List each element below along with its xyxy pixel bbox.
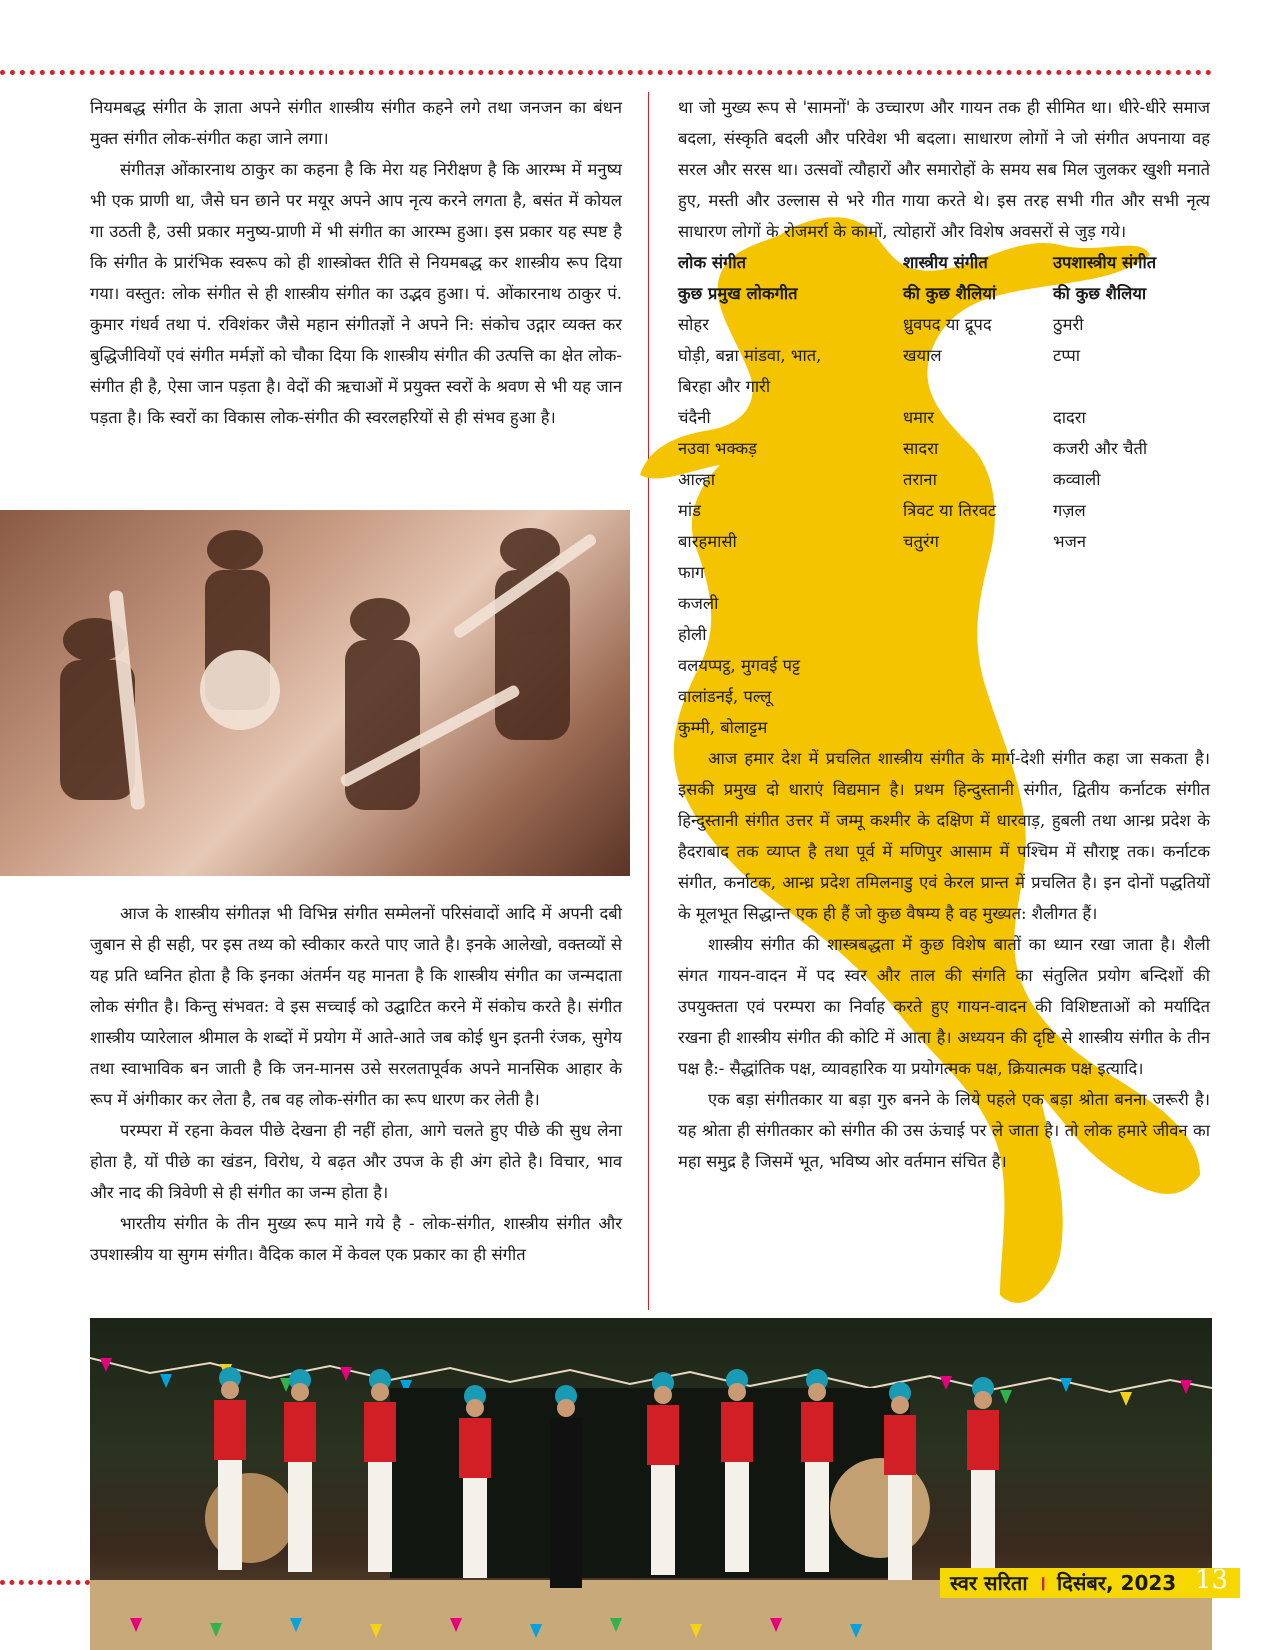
table-cell: फाग [678, 563, 705, 582]
table-header-cell: लोक संगीत [678, 253, 746, 272]
top-dotted-rule [0, 70, 1212, 75]
table-cell [1053, 650, 1210, 681]
table-cell [1053, 557, 1210, 588]
table-cell [903, 588, 1053, 619]
table-row [678, 433, 1210, 464]
table-cell: चंदैनी [678, 408, 711, 427]
table-cell [1053, 371, 1210, 402]
performers-illustration [90, 1318, 1212, 1650]
table-header-row [678, 247, 1210, 278]
table-row [678, 557, 1210, 588]
table-cell [903, 557, 1053, 588]
table-row [678, 712, 1210, 743]
table-cell [1053, 588, 1210, 619]
table-cell: कुम्मी, बोलाट्टम [678, 718, 768, 737]
table-cell: दादरा [1053, 408, 1086, 427]
table-cell: बारहमासी [678, 532, 737, 551]
musicians-illustration [0, 510, 630, 876]
table-cell: कजली [678, 594, 719, 613]
table-row [678, 495, 1210, 526]
table-cell: होली [678, 625, 707, 644]
table-cell: चतुरंग [903, 532, 939, 551]
bottom-dotted-rule [0, 1580, 90, 1585]
left-column-bottom-text [90, 898, 622, 1270]
paragraph: शास्त्रीय संगीत की शास्त्रबद्धता में कुछ विशेष बातों का ध्यान रखा जाता है। शैली संगत गायन-वादन में पद स्वर और ताल की संगति का संतुलित प्रयोग बन्दिशों की उपयुक्तता एवं परम्परा का निर्वाह करते हुए गायन-वादन की विशिष्टताओं को मर्यादित रखना ही शास्त्रीय संगीत की कोटि में आता है। अध्ययन की दृष्टि से शास्त्रीय संगीत के तीन पक्ष है:- सैद्धांतिक पक्ष, व्यावहारिक या प्रयोगत्मक पक्ष, क्रियात्मक पक्ष इत्यादि। [678, 935, 1210, 1078]
table-cell: सादरा [903, 439, 939, 458]
paragraph: था जो मुख्य रूप से 'सामनों' के उच्चारण और गायन तक ही सीमित था। धीरे-धीरे समाज बदला, संस्कृति बदली और परिवेश भी बदला। साधारण लोगों ने जो संगीत अपनाया वह सरल और सरस था। उत्सवों त्यौहारों और समारोहों के समय सब मिल जुलकर खुशी मनाते हुए, मस्ती और उल्लास से भरे गीत गाया करते थे। इस तरह सभी गीत और सभी नृत्य साधारण लोगों के रोजमर्रा के कामों, त्योहारों और विशेष अवसरों से जुड़ गये। [678, 98, 1210, 241]
table-header-cell: की कुछ शैलिया [1053, 284, 1147, 303]
table-row [678, 464, 1210, 495]
table-header-cell: की कुछ शैलियां [903, 284, 997, 303]
table-cell: घोड़ी, बन्ना मांडवा, भात, [678, 346, 822, 365]
table-header-row [678, 278, 1210, 309]
table-cell [903, 371, 1053, 402]
table-cell: कव्वाली [1053, 470, 1101, 489]
table-row [678, 340, 1210, 371]
paragraph: एक बड़ा संगीतकार या बड़ा गुरु बनने के लिये पहले एक बड़ा श्रोता बनना जरूरी है। यह श्रोता ही संगीतकार को संगीत की उस ऊंचाई पर ले जाता है। तो लोक हमारे जीवन का महा समुद्र है जिसमें भूत, भविष्य ओर वर्तमान संचित है। [678, 1090, 1210, 1171]
table-cell: ध्रुवपद या द्रूपद [903, 315, 992, 334]
table-cell: बिरहा और गारी [678, 377, 771, 396]
table-row [678, 588, 1210, 619]
page-number: 13 [1195, 1565, 1229, 1595]
footer-title [950, 1569, 1176, 1597]
music-styles-table [678, 247, 1210, 743]
table-cell: खयाल [903, 346, 942, 365]
paragraph: आज हमार देश में प्रचलित शास्त्रीय संगीत के मार्ग-देशी संगीत कहा जा सकता है। इसकी प्रमुख दो धाराएं विद्यमान है। प्रथम हिन्दुस्तानी संगीत, द्वितीय कर्नाटक संगीत हिन्दुस्तानी संगीत उत्तर में जम्मू कश्मीर के दक्षिण में धारवाड़, हुबली तथा आन्ध्र प्रदेश के हैदराबाद तक व्याप्त है तथा पूर्व में मणिपुर आसाम में पश्चिम में सौराष्ट्र तक। कर्नाटक संगीत, कर्नाटक, आन्ध्र प्रदेश तमिलनाडु एवं केरल प्रान्त में प्रचलित है। इन दोनों पद्धतियों के मूलभूत सिद्धान्त एक ही हैं जो कुछ वैषम्य है वह मुख्यत: शैलीगत हैं। [678, 749, 1210, 923]
table-cell: आल्हा [678, 470, 716, 489]
table-row [678, 681, 1210, 712]
left-column-top-text [90, 92, 622, 433]
table-cell: गज़ल [1053, 501, 1086, 520]
paragraph: परम्परा में रहना केवल पीछे देखना ही नहीं होता, आगे चलते हुए पीछे की सुध लेना होता है, यों पीछे का खंडन, विरोध, ये बढ़त और उपज के ही अंग होते है। विचार, भाव और नाद की त्रिवेणी से ही संगीत का जन्म होता है। [90, 1121, 622, 1202]
table-row [678, 619, 1210, 650]
table-cell [1053, 681, 1210, 712]
table-header-cell: उपशास्त्रीय संगीत [1053, 253, 1157, 272]
paragraph: नियमबद्ध संगीत के ज्ञाता अपने संगीत शास्त्रीय संगीत कहने लगे तथा जनजन का बंधन मुक्त संगीत लोक-संगीत कहा जाने लगा। [90, 98, 622, 148]
table-cell: वालांडनई, पल्लू [678, 687, 772, 706]
table-cell: ठुमरी [1053, 315, 1084, 334]
musicians-sepia-photo [0, 510, 630, 876]
stage-performers-photo [90, 1318, 1212, 1650]
right-column-text [678, 92, 1210, 1177]
table-row [678, 309, 1210, 340]
paragraph: आज के शास्त्रीय संगीतज्ञ भी विभिन्न संगीत सम्मेलनों परिसंवादों आदि में अपनी दबी जुबान से ही सही, पर इस तथ्य को स्वीकार करते पाए जाते है। इनके आलेखो, वक्तव्यों से यह प्रति ध्वनित होता है कि इनका अंतर्मन यह मानता है कि शास्त्रीय संगीत का जन्मदाता लोक संगीत है। किन्तु संभवत: वे इस सच्चाई को उद्घाटित करने में संकोच करते है। संगीत शास्त्रीय प्यारेलाल श्रीमाल के शब्दों में प्रयोग में आते-आते जब कोई धुन इतनी रंजक, सुगेय तथा स्वाभाविक बन जाती है कि जन-मानस उसे सरलतापूर्वक अपने मानसिक आहार के रूप में अंगीकार कर लेता है, तब वह लोक-संगीत का रूप धारण कर लेती है। [90, 904, 622, 1109]
table-cell: त्रिवट या तिरवट [903, 501, 997, 520]
table-cell: तराना [903, 470, 937, 489]
magazine-name: स्वर सरिता [950, 1571, 1028, 1595]
table-cell: वलयप्पट्ठ, मुगवई पट्ट [678, 656, 801, 675]
footer-separator: । [1038, 1571, 1047, 1595]
table-row [678, 371, 1210, 402]
table-cell: मांड [678, 501, 701, 520]
table-cell [903, 681, 1053, 712]
table-cell [1053, 619, 1210, 650]
table-row [678, 526, 1210, 557]
table-cell: कजरी और चैती [1053, 439, 1148, 458]
paragraph: भारतीय संगीत के तीन मुख्य रूप माने गये है - लोक-संगीत, शास्त्रीय संगीत और उपशास्त्रीय या सुगम संगीत। वैदिक काल में केवल एक प्रकार का ही संगीत [90, 1214, 622, 1264]
table-cell: सोहर [678, 315, 709, 334]
paragraph: संगीतज्ञ ओंकारनाथ ठाकुर का कहना है कि मेरा यह निरीक्षण है कि आरम्भ में मनुष्य भी एक प्राणी था, जैसे घन छाने पर मयूर अपने आप नृत्य करने लगता है, बसंत में कोयल गा उठती है, उसी प्रकार मनुष्य-प्राणी में भी संगीत का आरम्भ हुआ। इस प्रकार यह स्पष्ट है कि संगीत के प्रारंभिक स्वरूप को ही शास्त्रोक्त रीति से नियमबद्ध कर शास्त्रीय रूप दिया गया। वस्तुत: लोक संगीत से ही शास्त्रीय संगीत का उद्भव हुआ। पं. ओंकारनाथ ठाकुर पं. कुमार गंधर्व तथा पं. रविशंकर जैसे महान संगीतज्ञों ने अपने नि: संकोच उद्गार व्यक्त कर बुद्धिजीवियों एवं संगीत मर्मज्ञों को चौका दिया कि शास्त्रीय संगीत की उत्पत्ति का क्षेत लोक-संगीत ही है, ऐसा जान पड़ता है। वेदों की ऋचाओं में प्रयुक्त स्वरों के श्रवण से भी यह जान पड़ता है। कि स्वरों का विकास लोक-संगीत की स्वरलहरियों से ही संभव हुआ है। [90, 160, 622, 427]
table-cell: धमार [903, 408, 935, 427]
table-cell: भजन [1053, 532, 1086, 551]
table-cell: नउवा भक्कड़ [678, 439, 757, 458]
table-cell [903, 712, 1053, 743]
table-cell [903, 650, 1053, 681]
table-row [678, 650, 1210, 681]
table-cell [903, 619, 1053, 650]
table-row [678, 402, 1210, 433]
issue-date: दिसंबर, 2023 [1057, 1571, 1177, 1595]
table-cell [1053, 712, 1210, 743]
table-header-cell: कुछ प्रमुख लोकगीत [678, 284, 798, 303]
table-header-cell: शास्त्रीय संगीत [903, 253, 988, 272]
table-cell: टप्पा [1053, 346, 1081, 365]
